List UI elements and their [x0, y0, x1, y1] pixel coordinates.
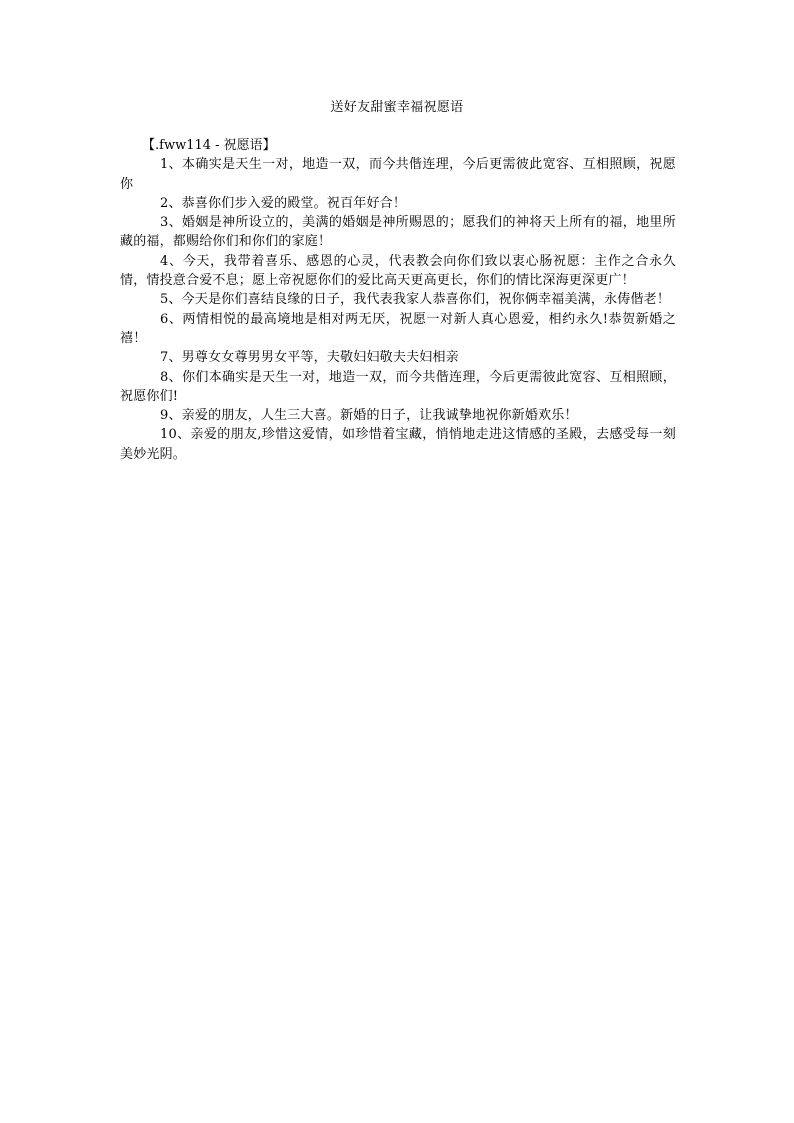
document-body: [120, 136, 676, 464]
paragraph-7: 7、男尊女女尊男男女平等，夫敬妇妇敬夫夫妇相亲: [160, 350, 459, 366]
paragraph-8: 8、你们本确实是天生一对，地造一双，而今共偕连理，今后更需彼此宽容、互相照顾，祝愿你们!: [120, 369, 676, 404]
source-line: 【.fww114 - 祝愿语】: [142, 138, 276, 153]
paragraph-10: 10、亲爱的朋友,珍惜这爱情，如珍惜着宝藏，悄悄地走进这情感的圣殿，去感受每一刻美妙光阴。: [120, 427, 676, 462]
paragraph-6: 6、两情相悦的最高境地是相对两无厌，祝愿一对新人真心恩爱，相约永久!恭贺新婚之禧！: [120, 311, 676, 346]
paragraph-3: 3、婚姻是神所设立的，美满的婚姻是神所赐恩的；愿我们的神将天上所有的福，地里所藏的福，都赐给你们和你们的家庭！: [120, 215, 676, 250]
paragraph-9: 9、亲爱的朋友，人生三大喜。新婚的日子，让我诚挚地祝你新婚欢乐！: [160, 408, 578, 424]
paragraph-1: 1、本确实是天生一对，地造一双，而今共偕连理，今后更需彼此宽容、互相照顾，祝愿你: [120, 157, 676, 192]
paragraph-2: 2、恭喜你们步入爱的殿堂。祝百年好合！: [160, 195, 407, 211]
paragraph-4: 4、今天，我带着喜乐、感恩的心灵，代表教会向你们致以衷心肠祝愿：主作之合永久情，情投意合爱不息；愿上帝祝愿你们的爱比高天更高更长，你们的情比深海更深更广！: [120, 253, 676, 289]
paragraph-5: 5、今天是你们喜结良缘的日子，我代表我家人恭喜你们，祝你俩幸福美满，永俦偕老！: [160, 292, 671, 308]
document-title: 送好友甜蜜幸福祝愿语: [330, 100, 464, 115]
